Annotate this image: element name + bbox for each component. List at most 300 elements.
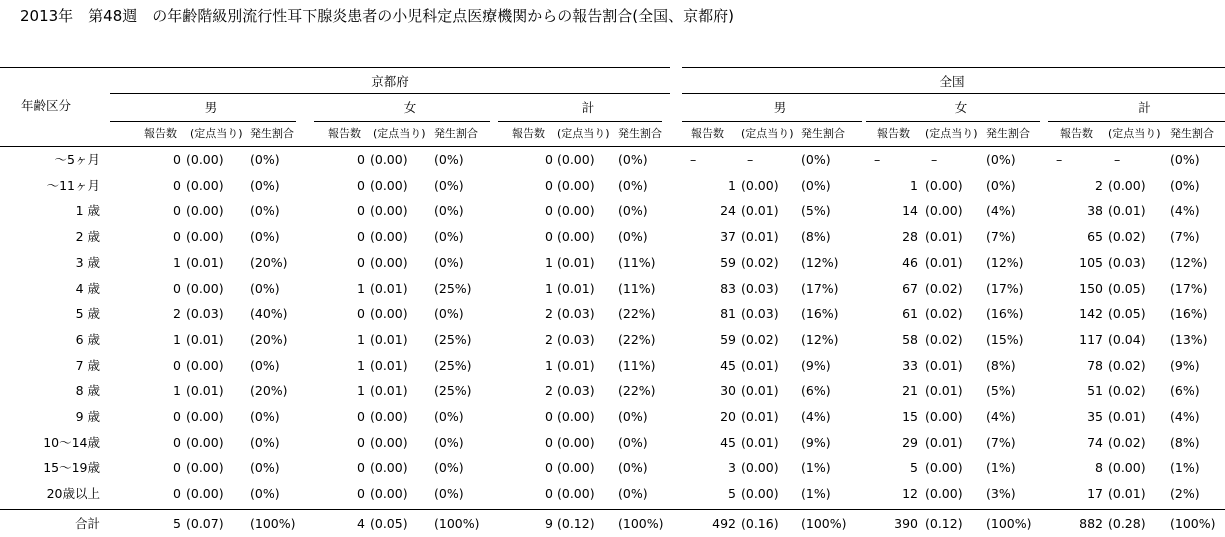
table-row-per-point: (0.02)	[741, 254, 779, 270]
table-row-ratio: (11%)	[618, 254, 656, 270]
table-row-ratio: (25%)	[434, 280, 472, 296]
col-header-per-point: (定点当り)	[373, 127, 426, 140]
table-row-count: 59	[720, 254, 736, 270]
table-row-per-point: (0.00)	[925, 460, 963, 476]
table-row-per-point: (0.01)	[925, 434, 963, 450]
table-row-ratio: (12%)	[801, 331, 839, 347]
table-row-ratio: (0%)	[618, 203, 648, 219]
sex-header-kyoto-0: 男	[204, 100, 218, 115]
table-row-count: 61	[902, 306, 918, 322]
table-row-ratio: (0%)	[434, 203, 464, 219]
table-row-ratio: (0%)	[618, 460, 648, 476]
table-row-per-point: (0.03)	[741, 306, 779, 322]
table-row-per-point: (0.00)	[186, 280, 224, 296]
table-row-ratio: (9%)	[801, 434, 831, 450]
table-row-count: 0	[173, 434, 181, 450]
table-row-per-point: (0.01)	[741, 434, 779, 450]
table-row-ratio: (0%)	[434, 229, 464, 245]
col-header-count: 報告数	[877, 127, 910, 140]
table-row-per-point: (0.01)	[741, 357, 779, 373]
table-row-per-point: (0.01)	[557, 357, 595, 373]
table-row-ratio: (0%)	[434, 460, 464, 476]
table-row-per-point: (0.00)	[370, 306, 408, 322]
table-row-count: 83	[720, 280, 736, 296]
total-row-count: 5	[173, 516, 181, 531]
total-row-per-point: (0.07)	[186, 516, 224, 531]
table-row-ratio: (16%)	[1170, 306, 1208, 322]
table-row-age: ～5ヶ月	[54, 152, 100, 167]
table-row-age: ～11ヶ月	[46, 177, 100, 193]
table-row-count: 0	[545, 486, 553, 502]
table-row-per-point: (0.03)	[741, 280, 779, 296]
table-row-ratio: (20%)	[250, 254, 288, 270]
table-row-count: 0	[357, 177, 365, 193]
rule-sex-zenkoku-0	[682, 121, 862, 122]
col-header-ratio: 発生割合	[618, 127, 662, 140]
total-row-count: 4	[357, 516, 365, 531]
table-row-count: –	[1056, 152, 1063, 167]
table-row-count: 12	[902, 486, 918, 502]
table-row-count: 1	[357, 357, 365, 373]
table-row-ratio: (0%)	[250, 357, 280, 373]
table-row-ratio: (0%)	[250, 280, 280, 296]
table-row-ratio: (7%)	[986, 434, 1016, 450]
col-header-ratio: 発生割合	[250, 127, 294, 140]
table-row-per-point: (0.00)	[186, 152, 224, 167]
table-row-ratio: (40%)	[250, 306, 288, 322]
table-row-per-point: (0.00)	[557, 460, 595, 476]
table-row-per-point: (0.00)	[741, 177, 779, 193]
col-header-ratio: 発生割合	[801, 127, 845, 140]
table-row-count: 0	[173, 357, 181, 373]
table-row-ratio: (11%)	[618, 357, 656, 373]
total-row-ratio: (100%)	[434, 516, 480, 531]
total-row-count: 882	[1079, 516, 1103, 531]
table-row-count: 30	[720, 383, 736, 399]
table-row-count: 1	[173, 331, 181, 347]
table-row-per-point: (0.00)	[370, 152, 408, 167]
table-row-ratio: (0%)	[250, 434, 280, 450]
table-row-per-point: (0.01)	[925, 229, 963, 245]
col-header-per-point: (定点当り)	[741, 127, 794, 140]
table-row-count: 5	[910, 460, 918, 476]
table-row-ratio: (0%)	[434, 434, 464, 450]
table-row-per-point: (0.05)	[1108, 306, 1146, 322]
table-row-ratio: (16%)	[986, 306, 1024, 322]
table-row-age: 8 歳	[75, 383, 100, 399]
table-row-per-point: (0.00)	[557, 434, 595, 450]
table-row-age: 6 歳	[75, 331, 100, 347]
table-row-per-point: (0.02)	[1108, 434, 1146, 450]
table-row-ratio: (0%)	[434, 409, 464, 424]
table-row-ratio: (17%)	[801, 280, 839, 296]
table-row-age: 9 歳	[75, 409, 100, 424]
table-row-per-point: (0.01)	[741, 203, 779, 219]
table-row-ratio: (20%)	[250, 383, 288, 399]
table-row-count: 0	[173, 486, 181, 502]
rule-sex-zenkoku-1	[866, 121, 1040, 122]
table-row-ratio: (17%)	[1170, 280, 1208, 296]
table-row-count: 3	[728, 460, 736, 476]
table-row-count: 0	[357, 229, 365, 245]
table-row-ratio: (0%)	[250, 152, 280, 167]
table-row-ratio: (25%)	[434, 383, 472, 399]
total-row-count: 492	[712, 516, 736, 531]
col-header-per-point: (定点当り)	[1108, 127, 1161, 140]
total-row-per-point: (0.12)	[925, 516, 963, 531]
col-header-ratio: 発生割合	[1170, 127, 1214, 140]
table-row-ratio: (0%)	[618, 177, 648, 193]
total-row-count: 9	[545, 516, 553, 531]
col-header-count: 報告数	[328, 127, 361, 140]
total-row-ratio: (100%)	[250, 516, 296, 531]
table-row-per-point: (0.01)	[186, 383, 224, 399]
table-row-count: 33	[902, 357, 918, 373]
table-row-count: 0	[357, 152, 365, 167]
table-row-per-point: (0.01)	[1108, 409, 1146, 424]
table-row-count: 0	[545, 177, 553, 193]
table-row-count: 2	[1095, 177, 1103, 193]
table-row-ratio: (1%)	[801, 460, 831, 476]
total-row-count: 390	[894, 516, 918, 531]
total-row-ratio: (100%)	[618, 516, 664, 531]
table-row-age: 1 歳	[75, 203, 100, 219]
table-row-per-point: (0.01)	[925, 357, 963, 373]
table-row-ratio: (16%)	[801, 306, 839, 322]
table-row-per-point: (0.00)	[925, 409, 963, 424]
table-row-ratio: (7%)	[1170, 229, 1200, 245]
table-row-count: 28	[902, 229, 918, 245]
table-row-count: 0	[545, 460, 553, 476]
table-row-count: 0	[545, 229, 553, 245]
table-row-count: 8	[1095, 460, 1103, 476]
table-row-ratio: (0%)	[618, 152, 648, 167]
rule-sex-kyoto-1	[314, 121, 490, 122]
table-row-ratio: (12%)	[801, 254, 839, 270]
table-row-count: 74	[1087, 434, 1103, 450]
table-row-count: 1	[173, 383, 181, 399]
table-row-count: 0	[357, 306, 365, 322]
table-row-age: 5 歳	[75, 306, 100, 322]
table-row-count: 45	[720, 434, 736, 450]
table-row-ratio: (8%)	[986, 357, 1016, 373]
table-row-count: 0	[357, 486, 365, 502]
table-row-count: 20	[720, 409, 736, 424]
col-header-count: 報告数	[144, 127, 177, 140]
total-row-per-point: (0.28)	[1108, 516, 1146, 531]
table-row-count: 2	[545, 331, 553, 347]
table-row-per-point: (0.00)	[370, 486, 408, 502]
table-row-count: 35	[1087, 409, 1103, 424]
table-row-count: 2	[545, 383, 553, 399]
table-row-ratio: (0%)	[618, 434, 648, 450]
table-row-per-point: (0.00)	[1108, 177, 1146, 193]
table-row-count: 37	[720, 229, 736, 245]
col-header-count: 報告数	[512, 127, 545, 140]
table-row-ratio: (9%)	[801, 357, 831, 373]
col-header-ratio: 発生割合	[986, 127, 1030, 140]
total-row-per-point: (0.12)	[557, 516, 595, 531]
table-row-count: 2	[173, 306, 181, 322]
table-row-count: 0	[357, 203, 365, 219]
total-row-ratio: (100%)	[986, 516, 1032, 531]
table-row-age: 10～14歳	[43, 434, 100, 450]
table-row-ratio: (12%)	[1170, 254, 1208, 270]
table-row-per-point: (0.00)	[370, 460, 408, 476]
table-row-ratio: (0%)	[1170, 152, 1200, 167]
table-row-per-point: (0.02)	[741, 331, 779, 347]
table-row-per-point: (0.00)	[1108, 460, 1146, 476]
table-row-per-point: (0.00)	[186, 177, 224, 193]
table-row-ratio: (15%)	[986, 331, 1024, 347]
table-row-ratio: (2%)	[1170, 486, 1200, 502]
table-row-per-point: (0.02)	[1108, 229, 1146, 245]
table-row-count: –	[690, 152, 697, 167]
total-row-ratio: (100%)	[801, 516, 847, 531]
table-row-per-point: (0.02)	[925, 280, 963, 296]
table-row-count: 51	[1087, 383, 1103, 399]
table-row-ratio: (0%)	[250, 177, 280, 193]
total-row-per-point: (0.05)	[370, 516, 408, 531]
region-header-kyoto: 京都府	[371, 74, 409, 89]
table-row-count: 1	[357, 280, 365, 296]
table-row-per-point: (0.00)	[186, 486, 224, 502]
table-row-count: 0	[545, 203, 553, 219]
table-row-per-point: (0.00)	[370, 203, 408, 219]
table-row-per-point: –	[931, 152, 938, 167]
table-row-per-point: (0.01)	[741, 229, 779, 245]
col-header-per-point: (定点当り)	[557, 127, 610, 140]
table-row-count: 1	[545, 357, 553, 373]
table-row-per-point: (0.00)	[186, 203, 224, 219]
table-row-count: 1	[545, 280, 553, 296]
table-row-count: 0	[173, 229, 181, 245]
table-row-count: 1	[357, 331, 365, 347]
table-row-ratio: (0%)	[986, 177, 1016, 193]
table-row-count: 65	[1087, 229, 1103, 245]
table-row-count: 38	[1087, 203, 1103, 219]
sex-header-zenkoku-1: 女	[954, 100, 968, 115]
table-row-count: 0	[173, 203, 181, 219]
table-row-per-point: (0.00)	[557, 409, 595, 424]
table-row-ratio: (4%)	[986, 203, 1016, 219]
rule-sex-kyoto-0	[110, 121, 296, 122]
table-row-per-point: (0.00)	[557, 203, 595, 219]
table-row-per-point: (0.01)	[370, 280, 408, 296]
table-row-ratio: (5%)	[986, 383, 1016, 399]
table-row-count: 0	[545, 434, 553, 450]
table-row-per-point: (0.00)	[186, 434, 224, 450]
table-row-per-point: (0.00)	[186, 357, 224, 373]
table-row-age: 2 歳	[75, 229, 100, 245]
table-row-ratio: (0%)	[434, 177, 464, 193]
col-header-count: 報告数	[1060, 127, 1093, 140]
sex-header-kyoto-1: 女	[403, 100, 417, 115]
table-row-count: 46	[902, 254, 918, 270]
table-row-ratio: (0%)	[618, 229, 648, 245]
table-row-per-point: (0.00)	[925, 486, 963, 502]
table-row-ratio: (0%)	[801, 177, 831, 193]
table-row-per-point: (0.01)	[925, 254, 963, 270]
table-row-per-point: (0.03)	[557, 383, 595, 399]
rule-sex-zenkoku-2	[1048, 121, 1225, 122]
table-row-ratio: (0%)	[618, 486, 648, 502]
table-row-per-point: (0.00)	[370, 409, 408, 424]
table-row-ratio: (22%)	[618, 306, 656, 322]
table-row-count: 21	[902, 383, 918, 399]
table-row-ratio: (0%)	[434, 152, 464, 167]
table-row-count: 1	[173, 254, 181, 270]
table-row-per-point: (0.02)	[925, 331, 963, 347]
sex-header-kyoto-2: 計	[581, 100, 595, 115]
col-header-ratio: 発生割合	[434, 127, 478, 140]
table-row-per-point: (0.03)	[186, 306, 224, 322]
table-row-ratio: (0%)	[801, 152, 831, 167]
table-row-ratio: (3%)	[986, 486, 1016, 502]
table-row-per-point: (0.04)	[1108, 331, 1146, 347]
sex-header-zenkoku-2: 計	[1138, 100, 1151, 115]
age-header: 年齢区分	[20, 98, 72, 113]
table-row-count: 0	[545, 152, 553, 167]
table-row-count: 0	[357, 460, 365, 476]
table-row-per-point: (0.01)	[557, 254, 595, 270]
table-row-per-point: (0.00)	[925, 203, 963, 219]
page-title: 2013年 第48週 の年齢階級別流行性耳下腺炎患者の小児科定点医療機関からの報告割合(全国、京都府)	[20, 7, 734, 25]
table-row-per-point: (0.02)	[1108, 357, 1146, 373]
table-row-ratio: (1%)	[1170, 460, 1200, 476]
table-row-per-point: (0.05)	[1108, 280, 1146, 296]
total-row-per-point: (0.16)	[741, 516, 779, 531]
table-row-per-point: –	[1114, 152, 1121, 167]
table-row-per-point: (0.01)	[741, 383, 779, 399]
table-row-count: 59	[720, 331, 736, 347]
table-row-count: 0	[357, 434, 365, 450]
table-row-ratio: (25%)	[434, 331, 472, 347]
table-row-count: 150	[1079, 280, 1103, 296]
table-row-ratio: (0%)	[618, 409, 648, 424]
table-row-age: 15～19歳	[43, 460, 100, 476]
table-row-ratio: (13%)	[1170, 331, 1208, 347]
rule-header-bottom	[0, 146, 1225, 147]
table-row-count: 81	[720, 306, 736, 322]
table-row-ratio: (9%)	[1170, 357, 1200, 373]
table-row-count: 1	[728, 177, 736, 193]
table-row-count: 17	[1087, 486, 1103, 502]
table-row-count: 58	[902, 331, 918, 347]
table-row-count: 29	[902, 434, 918, 450]
col-header-per-point: (定点当り)	[190, 127, 243, 140]
table-row-per-point: (0.01)	[370, 383, 408, 399]
table-row-count: 1	[545, 254, 553, 270]
table-row-per-point: (0.00)	[186, 409, 224, 424]
table-row-ratio: (6%)	[1170, 383, 1200, 399]
table-row-ratio: (0%)	[250, 409, 280, 424]
table-row-count: 2	[545, 306, 553, 322]
table-row-per-point: (0.03)	[557, 306, 595, 322]
table-row-per-point: (0.00)	[370, 177, 408, 193]
table-row-count: 0	[173, 280, 181, 296]
table-row-ratio: (0%)	[434, 254, 464, 270]
table-row-per-point: (0.01)	[370, 357, 408, 373]
table-row-per-point: (0.00)	[557, 486, 595, 502]
total-row-ratio: (100%)	[1170, 516, 1216, 531]
table-row-ratio: (4%)	[1170, 203, 1200, 219]
table-row-count: 0	[173, 460, 181, 476]
table-row-age: 4 歳	[75, 280, 100, 296]
rule-top-kyoto	[0, 67, 670, 68]
table-row-ratio: (0%)	[250, 203, 280, 219]
col-header-per-point: (定点当り)	[925, 127, 978, 140]
table-row-count: 0	[173, 152, 181, 167]
table-row-count: 15	[902, 409, 918, 424]
total-row-age: 合計	[74, 516, 100, 531]
table-row-per-point: (0.00)	[925, 177, 963, 193]
table-row-ratio: (8%)	[801, 229, 831, 245]
table-row-count: 14	[902, 203, 918, 219]
table-row-ratio: (4%)	[1170, 409, 1200, 424]
table-row-ratio: (0%)	[250, 460, 280, 476]
table-row-per-point: (0.01)	[741, 409, 779, 424]
region-header-zenkoku: 全国	[939, 74, 965, 89]
table-row-per-point: (0.00)	[557, 229, 595, 245]
table-row-ratio: (5%)	[801, 203, 831, 219]
table-row-per-point: (0.00)	[370, 229, 408, 245]
table-row-per-point: (0.00)	[557, 177, 595, 193]
table-row-ratio: (0%)	[986, 152, 1016, 167]
table-row-count: 67	[902, 280, 918, 296]
table-row-ratio: (0%)	[1170, 177, 1200, 193]
table-row-per-point: (0.01)	[557, 280, 595, 296]
table-row-per-point: –	[747, 152, 754, 167]
table-row-age: 20歳以上	[46, 486, 100, 502]
table-row-count: 0	[545, 409, 553, 424]
table-row-ratio: (12%)	[986, 254, 1024, 270]
table-row-count: 105	[1079, 254, 1103, 270]
rule-total-top	[0, 509, 1225, 510]
table-row-age: 7 歳	[75, 357, 100, 373]
table-row-per-point: (0.03)	[1108, 254, 1146, 270]
table-row-ratio: (1%)	[986, 460, 1016, 476]
table-row-count: –	[874, 152, 881, 167]
table-row-per-point: (0.00)	[370, 254, 408, 270]
table-row-per-point: (0.01)	[925, 383, 963, 399]
table-row-ratio: (6%)	[801, 383, 831, 399]
table-row-count: 45	[720, 357, 736, 373]
rule-sex-kyoto-2	[498, 121, 662, 122]
sex-header-zenkoku-0: 男	[773, 100, 787, 115]
table-row-per-point: (0.00)	[186, 460, 224, 476]
table-row-age: 3 歳	[75, 254, 100, 270]
table-row-count: 0	[173, 409, 181, 424]
table-row-count: 0	[357, 409, 365, 424]
rule-region-kyoto	[110, 93, 670, 94]
table-row-ratio: (22%)	[618, 383, 656, 399]
col-header-count: 報告数	[691, 127, 724, 140]
rule-top-zenkoku	[682, 67, 1225, 68]
table-row-ratio: (0%)	[250, 486, 280, 502]
table-row-ratio: (4%)	[986, 409, 1016, 424]
rule-region-zenkoku	[682, 93, 1225, 94]
table-row-count: 78	[1087, 357, 1103, 373]
table-row-ratio: (7%)	[986, 229, 1016, 245]
table-row-per-point: (0.01)	[370, 331, 408, 347]
table-row-per-point: (0.03)	[557, 331, 595, 347]
table-row-per-point: (0.01)	[1108, 203, 1146, 219]
table-row-ratio: (0%)	[434, 306, 464, 322]
table-row-per-point: (0.01)	[186, 331, 224, 347]
table-row-count: 1	[357, 383, 365, 399]
table-row-per-point: (0.00)	[370, 434, 408, 450]
